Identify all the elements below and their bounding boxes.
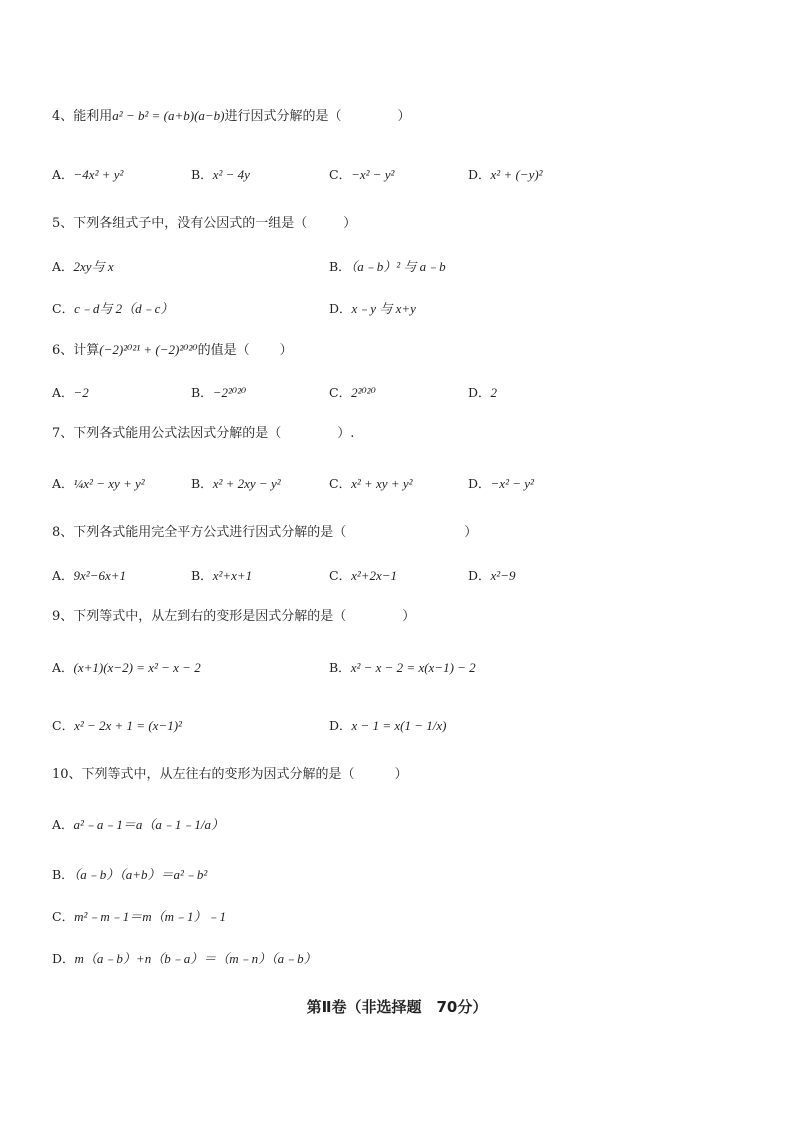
option-label: D． [468, 167, 491, 182]
option-label: D． [329, 301, 352, 316]
option-label: C． [329, 476, 352, 491]
option-expr: x² − 2x + 1 = (x−1)² [74, 718, 182, 733]
question-number: 8、 [52, 525, 74, 540]
option-label: C． [329, 385, 352, 400]
option-expr: x² − x − 2 = x(x−1) − 2 [350, 660, 476, 675]
option-expr: −4x² + y² [73, 167, 124, 182]
option-label: A． [52, 167, 74, 182]
option-c[interactable] [52, 716, 182, 736]
question-6 [52, 340, 293, 361]
option-label: A． [52, 660, 74, 675]
option-a[interactable] [52, 257, 114, 277]
option-label: B． [52, 867, 74, 882]
option-b[interactable] [329, 257, 446, 277]
question-7 [52, 424, 354, 444]
option-expr: x²+2x−1 [351, 568, 398, 583]
question-text: 下列各组式子中，没有公因式的一组是（ [73, 216, 308, 231]
option-b[interactable] [191, 383, 246, 403]
paren-close: ） [343, 216, 357, 231]
option-d[interactable] [329, 716, 446, 736]
option-expr: 2 [490, 385, 498, 400]
option-b[interactable] [52, 865, 207, 885]
question-text: 计算 [73, 343, 100, 358]
question-number: 6、 [52, 343, 74, 358]
question-8 [52, 523, 477, 543]
question-10 [52, 765, 408, 785]
option-expr: x² + 2xy − y² [212, 476, 281, 491]
option-b[interactable] [191, 566, 252, 586]
option-label: C． [329, 568, 352, 583]
option-label: A． [52, 568, 74, 583]
option-d[interactable] [468, 566, 515, 586]
question-text: 下列各式能用完全平方公式进行因式分解的是（ [73, 525, 347, 540]
paren-close: ） [394, 767, 408, 782]
question-text: 进行因式分解的是（ [224, 109, 342, 124]
option-a[interactable] [52, 165, 123, 185]
option-expr: x²+x+1 [212, 568, 253, 583]
option-a[interactable] [52, 815, 224, 835]
option-expr: 2xy与 x [73, 259, 114, 274]
option-label: B． [329, 660, 351, 675]
option-expr: x² + xy + y² [351, 476, 413, 491]
option-label: D． [468, 385, 491, 400]
option-c[interactable] [329, 566, 397, 586]
option-c[interactable] [329, 474, 413, 494]
question-number: 10、 [52, 767, 82, 782]
option-expr: 2²⁰²⁰ [351, 385, 376, 400]
option-label: D． [468, 568, 491, 583]
option-label: B． [191, 568, 213, 583]
option-d[interactable] [329, 299, 416, 319]
option-label: A． [52, 817, 74, 832]
option-expr: m（a﹣b）+n（b﹣a）＝（m﹣n）（a﹣b） [74, 951, 317, 966]
option-expr: −2²⁰²⁰ [212, 385, 247, 400]
option-label: C． [329, 167, 352, 182]
formula: (−2)²⁰²¹ + (−2)²⁰²⁰ [99, 342, 198, 357]
paren-close: ）. [337, 426, 355, 441]
option-expr: ¼x² − xy + y² [73, 476, 145, 491]
paren-close: ） [464, 525, 478, 540]
option-expr: （a﹣b）² 与 a﹣b [350, 259, 446, 274]
option-label: B． [191, 385, 213, 400]
question-text: 下列等式中，从左往右的变形为因式分解的是（ [81, 767, 355, 782]
option-c[interactable] [329, 165, 394, 185]
option-b[interactable] [191, 165, 250, 185]
option-expr: x² − 4y [212, 167, 250, 182]
question-number: 4、 [52, 109, 74, 124]
option-label: D． [52, 951, 75, 966]
option-d[interactable] [468, 165, 543, 185]
option-expr: x − 1 = x(1 − 1/x) [351, 718, 447, 733]
option-a[interactable] [52, 474, 145, 494]
option-c[interactable] [52, 299, 173, 319]
question-number: 9、 [52, 609, 74, 624]
option-label: C． [52, 909, 75, 924]
option-label: B． [191, 167, 213, 182]
question-text: 的值是（ [197, 343, 250, 358]
option-expr: (x+1)(x−2) = x² − x − 2 [73, 660, 201, 675]
option-label: B． [191, 476, 213, 491]
option-b[interactable] [329, 658, 476, 678]
option-expr: x﹣y 与 x+y [351, 301, 416, 316]
option-d[interactable] [468, 383, 497, 403]
option-label: D． [468, 476, 491, 491]
option-a[interactable] [52, 658, 201, 678]
option-expr: a²﹣a﹣1＝a（a﹣1﹣1/a） [73, 817, 225, 832]
question-text: 能利用 [73, 109, 113, 124]
option-d[interactable] [52, 949, 317, 969]
paren-close: ） [402, 609, 416, 624]
option-label: C． [52, 718, 75, 733]
option-expr: −x² − y² [490, 476, 534, 491]
option-label: A． [52, 259, 74, 274]
paren-close: ） [279, 343, 293, 358]
question-text: 下列等式中，从左到右的变形是因式分解的是（ [73, 609, 347, 624]
question-number: 5、 [52, 216, 74, 231]
option-b[interactable] [191, 474, 281, 494]
option-c[interactable] [329, 383, 376, 403]
question-number: 7、 [52, 426, 74, 441]
option-c[interactable] [52, 907, 226, 927]
option-expr: 9x²−6x+1 [73, 568, 127, 583]
option-label: B． [329, 259, 351, 274]
option-expr: −x² − y² [351, 167, 395, 182]
option-expr: m²﹣m﹣1＝m（m﹣1）﹣1 [74, 909, 227, 924]
section-title: 第Ⅱ卷（非选择题 70分） [306, 998, 488, 1016]
option-label: A． [52, 385, 74, 400]
paren-close: ） [397, 109, 411, 124]
question-4 [52, 106, 411, 127]
option-a[interactable] [52, 566, 126, 586]
option-label: D． [329, 718, 352, 733]
option-d[interactable] [468, 474, 534, 494]
option-expr: −2 [73, 385, 89, 400]
option-expr: （a﹣b）（a+b）＝a²﹣b² [73, 867, 208, 882]
option-a[interactable] [52, 383, 89, 403]
option-label: A． [52, 476, 74, 491]
option-expr: c﹣d与 2（d﹣c） [74, 301, 174, 316]
question-9 [52, 607, 415, 627]
option-expr: x² + (−y)² [490, 167, 543, 182]
formula: a² − b² = (a+b)(a−b) [112, 108, 225, 123]
option-expr: x²−9 [490, 568, 516, 583]
question-5 [52, 214, 356, 234]
question-text: 下列各式能用公式法因式分解的是（ [73, 426, 282, 441]
option-label: C． [52, 301, 75, 316]
